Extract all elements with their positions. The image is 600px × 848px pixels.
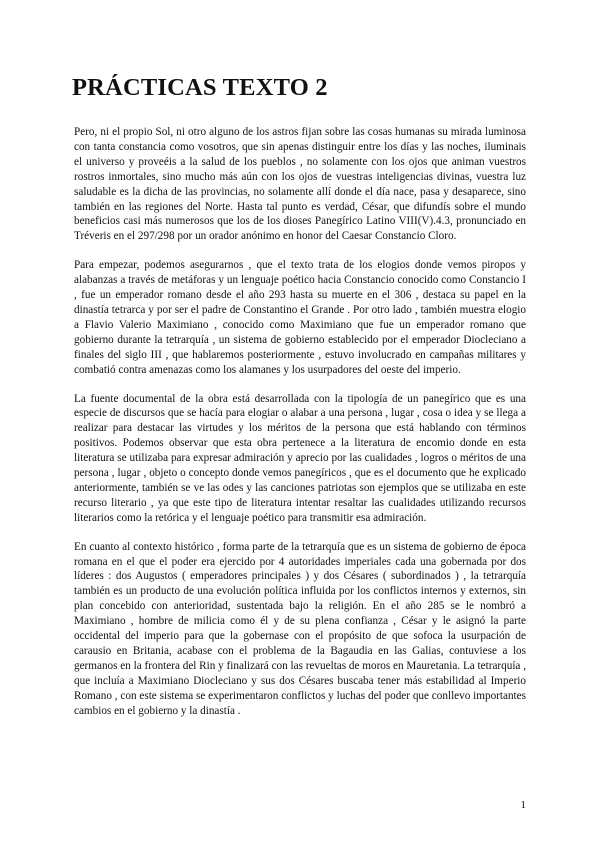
page-title: PRÁCTICAS TEXTO 2: [72, 74, 328, 101]
page-number: 1: [520, 799, 526, 811]
paragraph-historical-context: En cuanto al contexto histórico , forma parte de la tetrarquía que es un sistema de gobierno de época romana en el que el poder era ejercido por 4 autoridades imperiales cada una gobernada por dos líderes : dos Augustos ( emperadores principales ) y dos Césares ( subordinados ) , la tetrarquía también es un producto de una evolución política influida por los conflictos internos y externos, sin plan concebido con anterioridad, sustentada bajo la religión. En el año 285 se le nombró a Maximiano , hombre de milicia como él y de su plena confianza , César y le asignó la parte occidental del imperio para que la gobernase con el propósito de que sofoca la usurpación de carausio en Britania, acabase con el problema de la Bagaudia en las Galias, contuviese a los germanos en la frontera del Rin y finalizará con las revueltas de moros en Mauretania. La tetrarquía , que incluía a Maximiano Diocleciano y sus dos Césares buscaba tener más estabilidad al Imperio Romano , con este sistema se experimentaron conflictos y luchas del poder que conllevo importantes cambios en el gobierno y la dinastía .: [74, 540, 526, 717]
document-body: [74, 125, 526, 733]
paragraph-quote: Pero, ni el propio Sol, ni otro alguno de los astros fijan sobre las cosas humanas su mirada luminosa con tanta constancia como vosotros, que sin apenas distinguir entre los días y las noches, iluminais el universo y proveéis a la salud de los pueblos , no solamente con los ojos que animan vuestros rostros inmortales, sino mucho más aún con los ojos de vuestras inteligencias divinas, vuestra luz saludable es la dicha de las provincias, no solamente allí donde el día nace, pasa y desaparece, sino también en las regiones del Norte. Hasta tal punto es verdad, César, que difundís sobre el mundo beneficios casi más numerosos que los de los dioses Panegírico Latino VIII(V).4.3, pronunciado en Tréveris en el 297/298 por un orador anónimo en honor del Caesar Constancio Cloro.: [74, 126, 526, 243]
paragraph-documentary-source: La fuente documental de la obra está desarrollada con la tipología de un panegírico que es una especie de discursos que se hacía para elogiar o alabar a una persona , lugar , cosa o idea y se llega a realizar para destacar las virtudes y los méritos de la persona que está hablando con términos positivos. Podemos observar que esta obra pertenece a la literatura de encomio donde en esta literatura se utilizaba para expresar admiración y aprecio por las cualidades , logros o méritos de una persona , lugar , objeto o concepto donde vemos panegíricos , que es el documento que he explicado anteriormente, también se ve las odes y las canciones patriotas son ejemplos que se utilizaba en este recurso literario , ya que este tipo de literatura intentar resaltar las cualidades utilizando recursos literarios como la retórica y el lenguaje poético para transmitir esa admiración.: [74, 392, 526, 524]
paragraph-introduction: Para empezar, podemos asegurarnos , que el texto trata de los elogios donde vemos piropos y alabanzas a través de metáforas y un lenguaje poético hacia Constancio conocido como Constancio I , fue un emperador romano desde el año 293 hasta su muerte en el 306 , destaca su papel en la dinastía tetrarca y por ser el padre de Constantino el Grande . Por otro lado , también muestra elogio a Flavio Valerio Maximiano , conocido como Maximiano que fue un emperador romano que gobierno durante la tetrarquía , un sistema de gobierno establecido por el emperador Diocleciano a finales del siglo III , que hablaremos posteriormente , estuvo involucrado en campañas militares y combatió contra amenazas como los alamanes y los usurpadores del oeste del imperio.: [74, 259, 526, 376]
